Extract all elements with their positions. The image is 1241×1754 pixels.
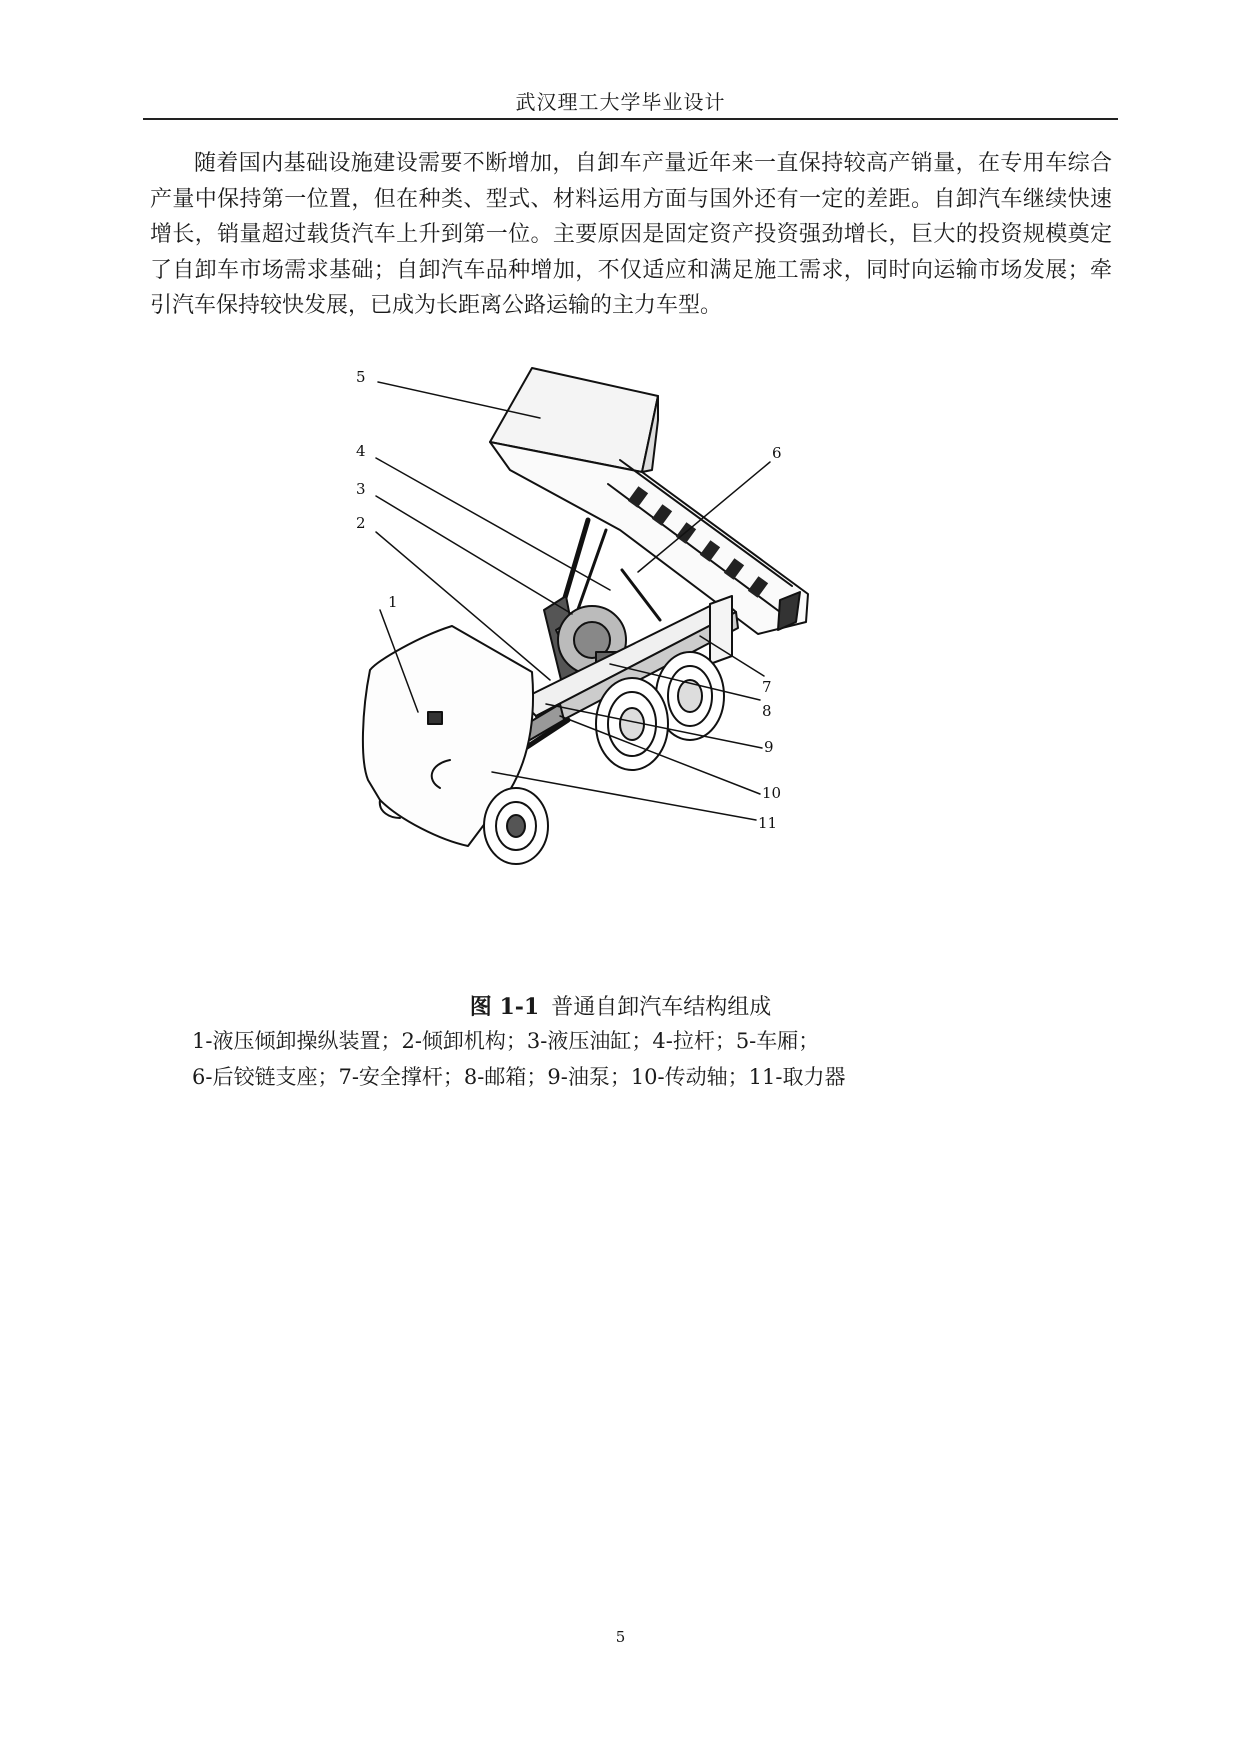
callout-label: 6: [772, 444, 782, 462]
figure-legend: [192, 1023, 1092, 1095]
body-text: [150, 146, 1112, 324]
page-number: 5: [615, 1628, 626, 1646]
header-rule: [143, 118, 1118, 120]
caption-number: 图 1-1: [469, 994, 540, 1020]
body-paragraph: 随着国内基础设施建设需要不断增加，自卸车产量近年来一直保持较高产销量，在专用车综合产量中保持第一位置，但在种类、型式、材料运用方面与国外还有一定的差距。自卸汽车继续快速增长，销量超过载货汽车上升到第一位。主要原因是固定资产投资强劲增长，巨大的投资规模奠定了自卸车市场需求基础；自卸汽车品种增加，不仅适应和满足施工需求，同时向运输市场发展；牵引汽车保持较快发展，已成为长距离公路运输的主力车型。: [150, 151, 1112, 318]
dump-truck-drawing: [356, 360, 880, 940]
callout-label: 10: [762, 784, 782, 802]
caption-text: 普通自卸汽车结构组成: [551, 995, 772, 1020]
front-wheel: [484, 788, 548, 864]
callout-label: 8: [762, 702, 772, 720]
callout-label: 11: [758, 814, 778, 832]
callout-label: 9: [764, 738, 774, 756]
legend-line: 1-液压倾卸操纵装置；2-倾卸机构；3-液压油缸；4-拉杆；5-车厢；: [192, 1029, 820, 1053]
figure-caption: [0, 990, 1241, 1021]
figure-dump-truck: [356, 360, 880, 940]
callout-label: 5: [356, 368, 366, 386]
callout-label: 7: [762, 678, 772, 696]
callout-label: 4: [356, 442, 366, 460]
callout-label: 2: [356, 514, 366, 532]
legend-line: 6-后铰链支座；7-安全撑杆；8-邮箱；9-油泵；10-传动轴；11-取力器: [192, 1065, 846, 1089]
callout-label: 1: [388, 593, 398, 611]
page-header-title: 武汉理工大学毕业设计: [515, 90, 726, 114]
callout-label: 3: [356, 480, 366, 498]
